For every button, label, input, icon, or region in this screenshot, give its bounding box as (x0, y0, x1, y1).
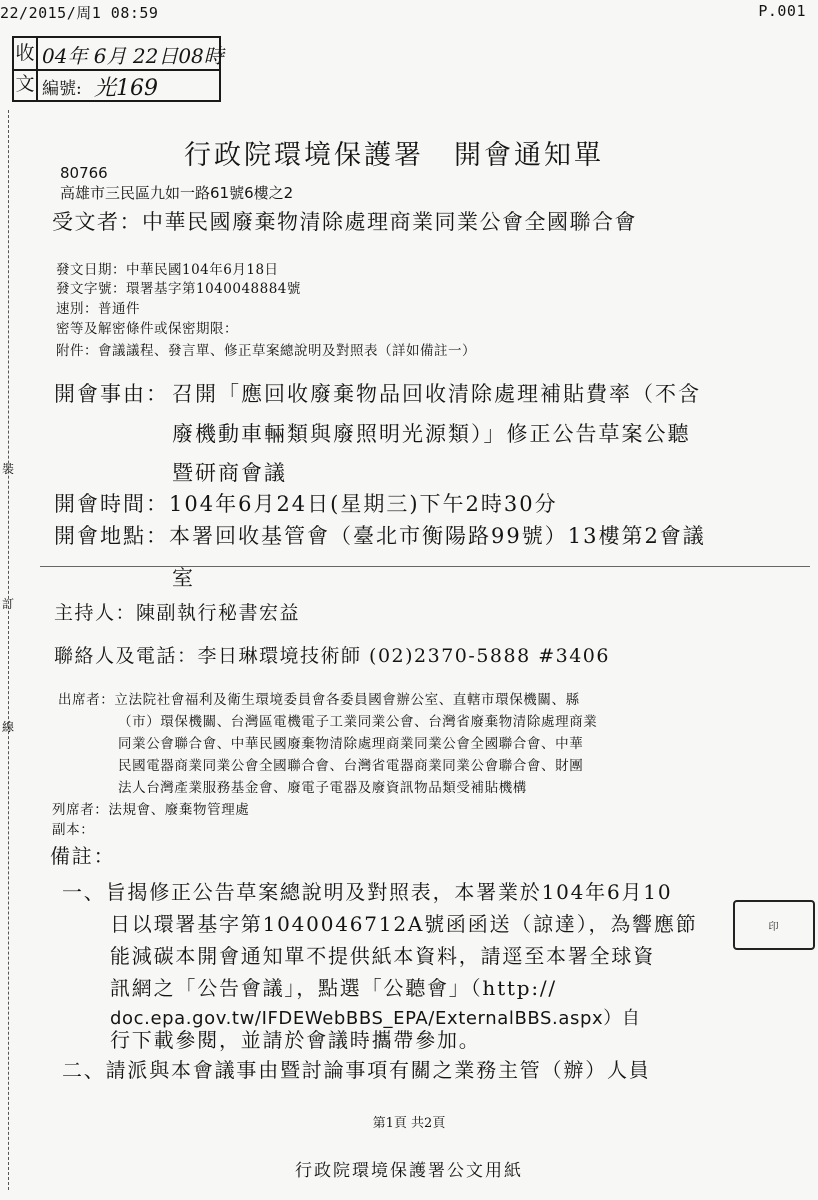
postal-code: 80766 (60, 164, 108, 182)
issue-number: 發文字號：環署基字第1040048884號 (56, 281, 301, 297)
binding-mark-3: 線 (2, 720, 15, 734)
stamp-doc-label: 文 (14, 69, 38, 100)
stamp-received-label: 收 (14, 38, 38, 69)
note-line-5-url: doc.epa.gov.tw/IFDEWebBBS_EPA/ExternalBBS.aspx）自 (110, 1008, 641, 1029)
secrecy-level: 密等及解密條件或保密期限： (56, 321, 238, 337)
recipient-address: 高雄市三民區九如一路61號6樓之2 (60, 184, 294, 202)
delivery-speed: 速別：普通件 (56, 301, 140, 317)
subject-label: 開會事由： (54, 382, 169, 406)
letterhead-footer: 行政院環境保護署公文用紙 (295, 1161, 523, 1181)
stamp-received-value: 04年 6月 22日08時 (42, 44, 224, 68)
note-line-1: 一、旨揭修正公告草案總說明及對照表，本署業於104年6月10 (62, 880, 673, 904)
page-number: 第1頁 共2頁 (372, 1116, 446, 1131)
fold-rule (40, 566, 810, 567)
stamp-docno-value: 光169 (94, 76, 158, 101)
note-line-6: 行下載參閱，並請於會議時攜帶參加。 (110, 1028, 481, 1052)
attachments: 附件：會議議程、發言單、修正草案總說明及對照表（詳如備註一） (56, 343, 476, 359)
fax-timestamp: 22/2015/周1 08:59 (0, 4, 159, 22)
binding-line (8, 110, 9, 1190)
chairperson: 主持人：陳副執行秘書宏益 (54, 602, 301, 624)
note-line-7: 二、請派與本會議事由暨討論事項有關之業務主管（辦）人員 (62, 1058, 651, 1082)
binding-mark-2: 訂 (2, 597, 15, 611)
binding-mark-1: 裝 (2, 462, 15, 476)
fax-page-number: P.001 (758, 2, 806, 20)
note-line-2: 日以環署基字第1040046712A號函函送（諒達），為響應節 (110, 912, 698, 936)
document-title: 行政院環境保護署 開會通知單 (184, 140, 604, 171)
subject-line-3: 暨研商會議 (172, 461, 287, 485)
contact-person: 聯絡人及電話：李日琳環境技術師 (02)2370-5888 #3406 (54, 645, 610, 667)
attendee-line-4: 民國電器商業同業公會全國聯合會、台灣省電器商業同業公會聯合會、財團 (118, 758, 584, 774)
note-line-3: 能減碳本開會通知單不提供紙本資料，請逕至本署全球資 (110, 944, 655, 968)
receipt-stamp (12, 36, 224, 102)
stamp-docno-label: 編號: (42, 79, 82, 99)
issue-date: 發文日期：中華民國104年6月18日 (56, 262, 279, 278)
subject-line-1: 召開「應回收廢棄物品回收清除處理補貼費率（不含 (172, 382, 701, 406)
notes-label: 備註： (50, 844, 116, 868)
attendee-line-1: 出席者：立法院社會福利及衛生環境委員會各委員國會辦公室、直轄市環保機關、縣 (58, 692, 580, 708)
copy-recipients: 副本： (52, 822, 95, 838)
attendee-line-2: （市）環保機關、台灣區電機電子工業同業公會、台灣省廢棄物清除處理商業 (118, 714, 598, 730)
subject-line-2: 廢機動車輛類與廢照明光源類）」修正公告草案公聽 (172, 422, 691, 446)
note-line-4: 訊網之「公告會議」，點選「公聽會」（http:// (110, 976, 557, 1000)
observers: 列席者：法規會、廢棄物管理處 (52, 802, 250, 818)
meeting-place-continued: 室 (172, 566, 195, 590)
attendee-line-5: 法人台灣產業服務基金會、廢電子電器及廢資訊物品類受補貼機構 (118, 780, 527, 796)
meeting-time: 開會時間：104年6月24日(星期三)下午2時30分 (54, 492, 558, 516)
seal-text: 印 (768, 921, 780, 933)
attendee-line-3: 同業公會聯合會、中華民國廢棄物清除處理商業同業公會全國聯合會、中華 (118, 736, 584, 752)
recipient: 受文者：中華民國廢棄物清除處理商業同業公會全國聯合會 (52, 210, 637, 234)
stamp-received-row (14, 38, 224, 71)
stamp-docno-row (14, 69, 219, 100)
official-seal (733, 900, 815, 950)
meeting-place: 開會地點：本署回收基管會（臺北市衡陽路99號）13樓第2會議 (54, 524, 706, 548)
